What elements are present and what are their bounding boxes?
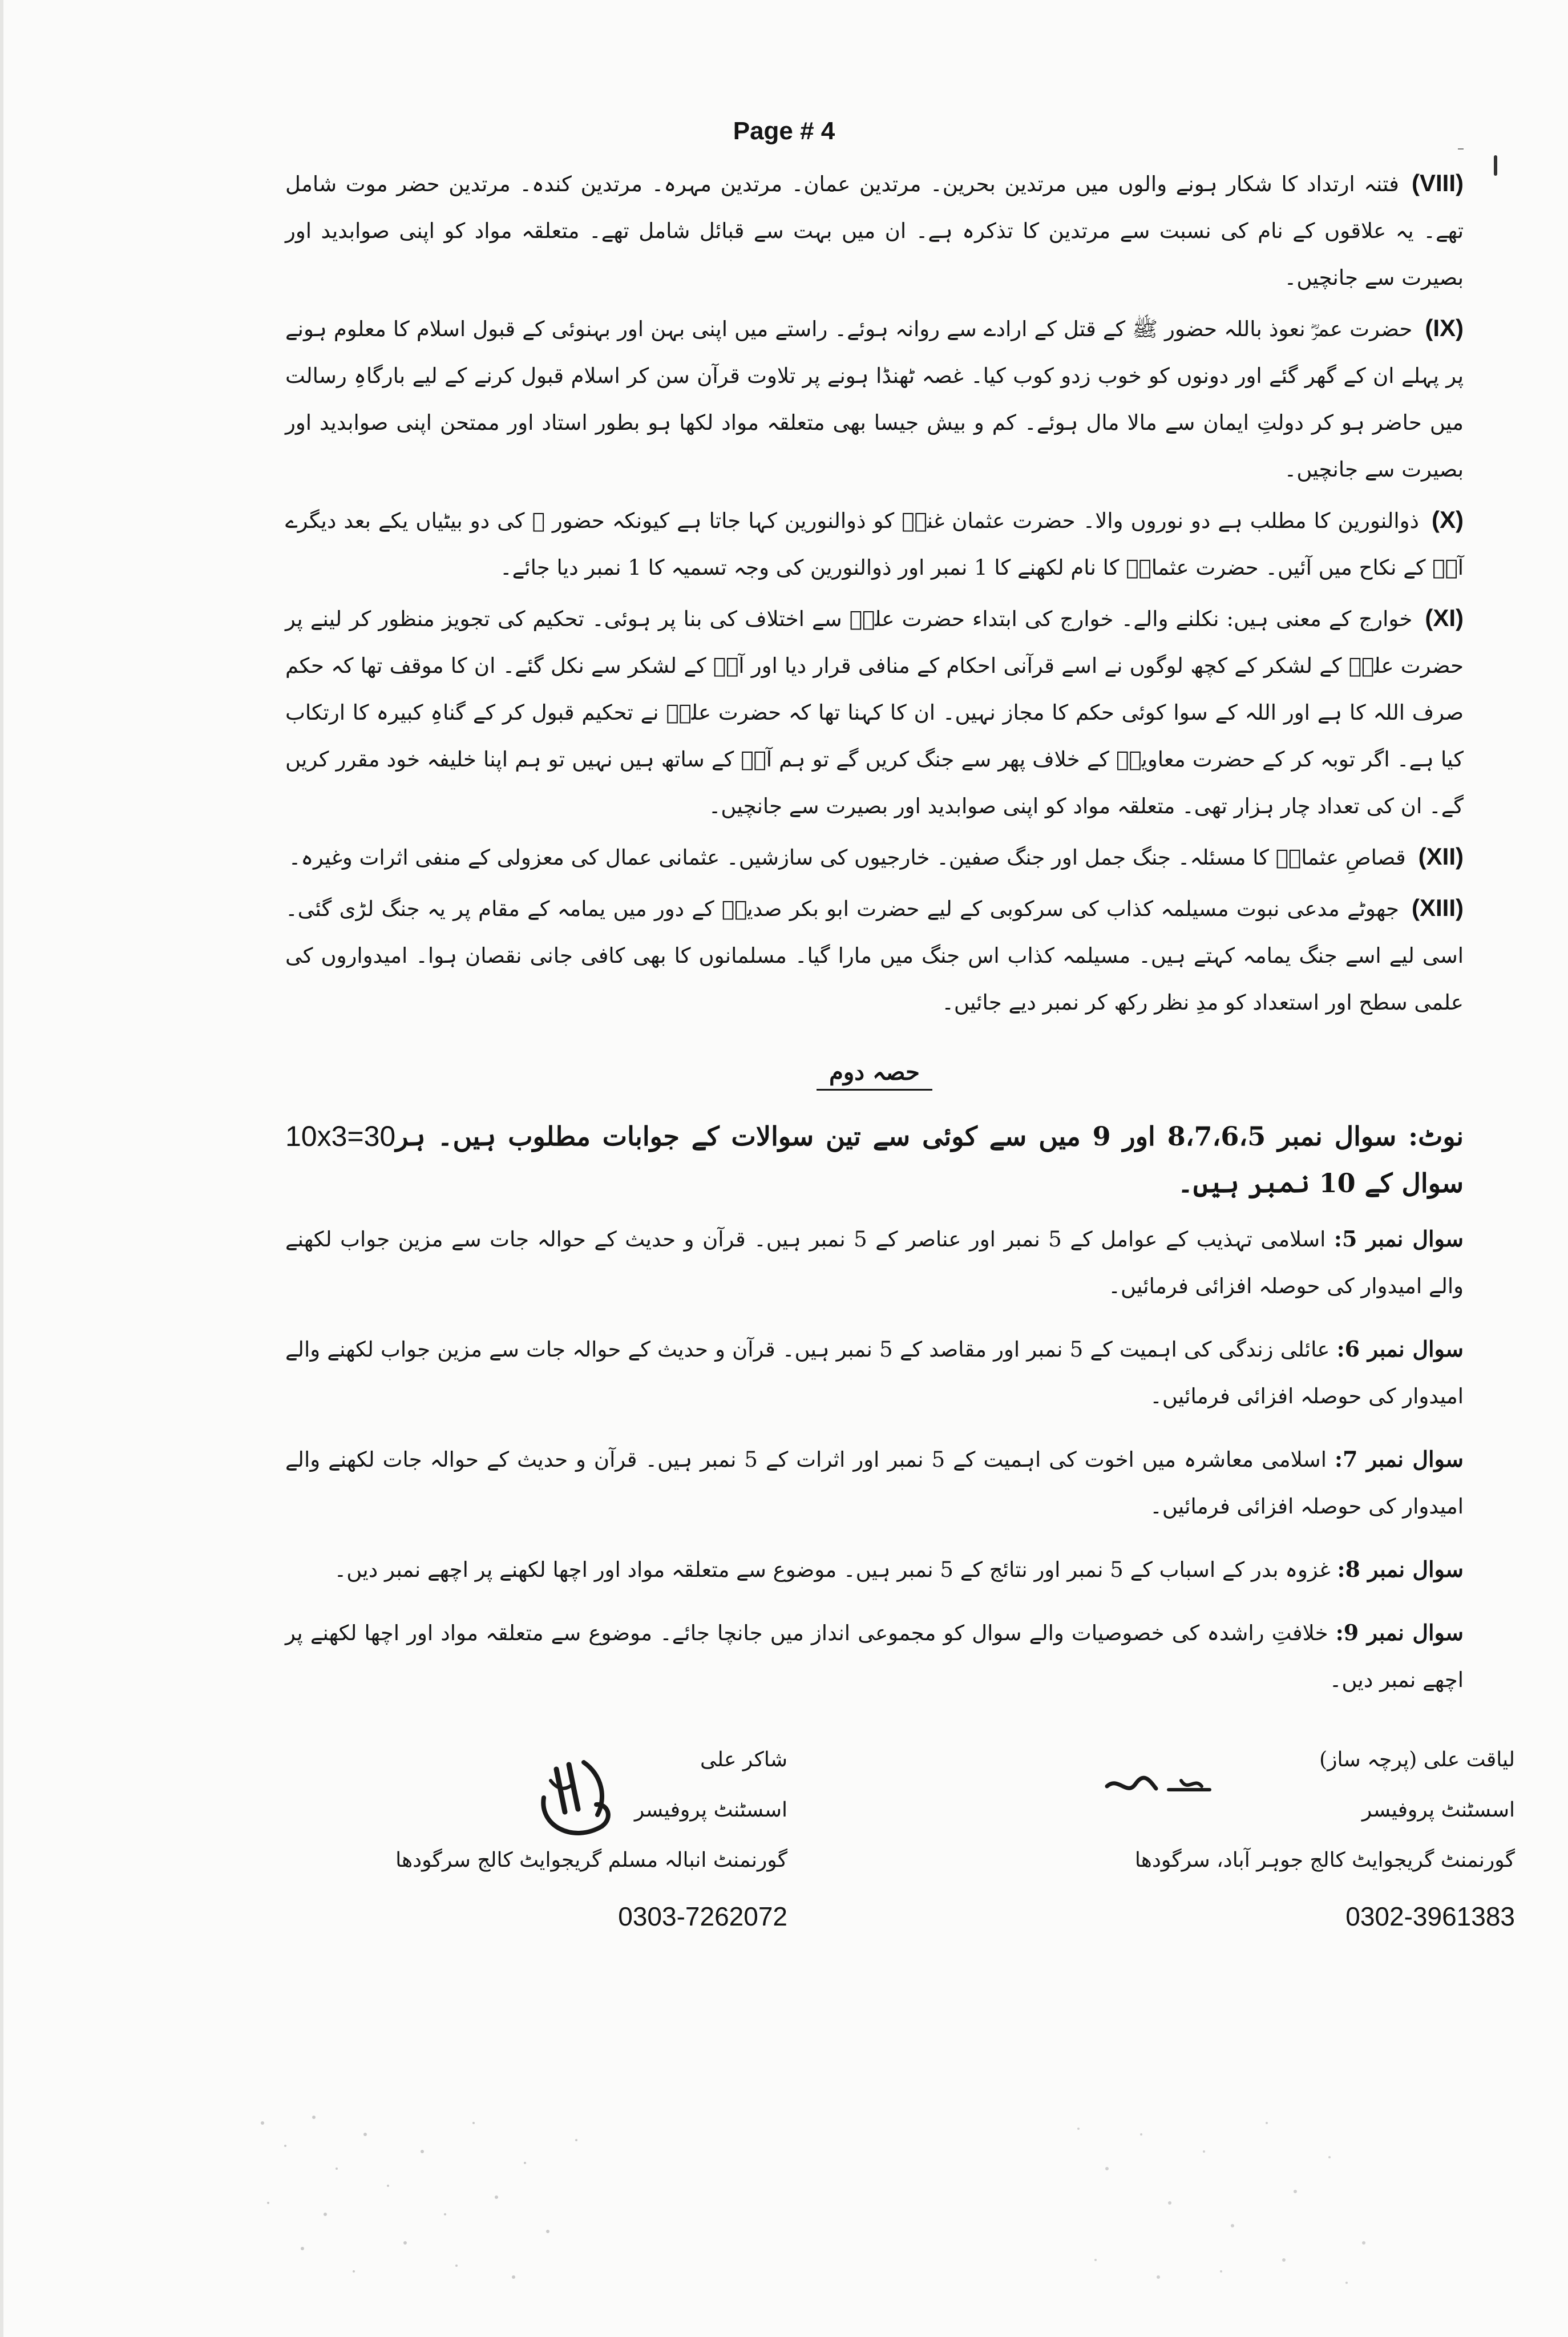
paragraph-text: قصاصِ عثمانؓ کا مسئلہ۔ جنگ جمل اور جنگ صفین۔ خارجیوں کی سازشیں۔ عثمانی عمال کی معزولی کے منفی اثرات وغیرہ۔ [288,845,1406,870]
question-label: سوال نمبر 5: [1333,1226,1464,1252]
scan-noise-left [251,2100,605,2288]
question-item [285,1609,1464,1704]
paragraph-number: (VIII) [1412,169,1464,196]
section-two-title: حصہ دوم [817,1059,932,1091]
section-heading [285,1049,1464,1096]
answer-paragraph-xi [285,595,1464,830]
question-text: اسلامی تہذیب کے عوامل کے 5 نمبر اور عناصر کے 5 نمبر ہیں۔ قرآن و حدیث کے حوالہ جات سے مزین جواب لکھنے والے امیدوار کی حوصلہ افزائی فرمائیں۔ [285,1227,1464,1298]
margin-mark [1458,148,1464,150]
paragraph-number: (X) [1432,506,1464,533]
signatory-title: اسسٹنٹ پروفیسر [634,1798,787,1822]
question-label: سوال نمبر 7: [1334,1446,1464,1472]
question-label: سوال نمبر 8: [1337,1556,1464,1582]
handwritten-signature-left [534,1758,619,1843]
question-item [285,1326,1464,1420]
paragraph-text: جھوٹے مدعی نبوت مسیلمہ کذاب کی سرکوبی کے لیے حضرت ابو بکر صدیقؓ کے دور میں یمامہ کے مقام پر یہ جنگ لڑی گئی۔ اسی لیے اسے جنگ یمامہ کہتے ہیں۔ مسیلمہ کذاب اس جنگ میں مارا گیا۔ مسلمانوں کا بھی کافی جانی نقصان ہوا۔ امیدواروں کی علمی سطح اور استعداد کو مدِ نظر رکھ کر نمبر دیے جائیں۔ [285,897,1464,1015]
paragraph-text: فتنہ ارتداد کا شکار ہونے والوں میں مرتدین بحرین۔ مرتدین عمان۔ مرتدین مہرہ۔ مرتدین کندہ۔ مرتدین حضر موت شامل تھے۔ یہ علاقوں کے نام کی نسبت سے مرتدین کا تذکرہ ہے۔ ان میں بہت سے قبائل شامل تھے۔ متعلقہ مواد کو اپنی صوابدید اور بصیرت سے جانچیں۔ [285,172,1464,290]
signatory-phone: 0302-3961383 [1345,1902,1515,1931]
signatory-institution: گورنمنٹ گریجوایٹ کالج جوہر آباد، سرگودھا [1134,1848,1515,1872]
paragraph-number: (XI) [1425,604,1464,631]
answer-paragraph-viii [285,160,1464,301]
answer-paragraph-x [285,497,1464,591]
paragraph-text: حضرت عمرؓ نعوذ باللہ حضور ﷺ کے قتل کے ارادے سے روانہ ہوئے۔ راستے میں اپنی بہن اور بہنوئی کے قبول اسلام کا معلوم ہونے پر پہلے ان کے گھر گئے اور دونوں کو خوب زدو کوب کیا۔ غصہ ٹھنڈا ہونے پر تلاوت قرآن سن کر اسلام قبول کرنے کے لیے بارگاہِ رسالت میں حاضر ہو کر دولتِ ایمان سے مالا مال ہوئے۔ کم و بیش جیسا بھی متعلقہ مواد لکھا ہو بطور استاد اور ممتحن اپنی صوابدید اور بصیرت سے جانچیں۔ [285,317,1464,482]
signatory-name: شاکر علی [700,1748,787,1771]
question-text: اسلامی معاشرہ میں اخوت کی اہمیت کے 5 نمبر اور اثرات کے 5 نمبر ہیں۔ قرآن و حدیث کے حوالہ جات لکھنے والے امیدوار کی حوصلہ افزائی فرمائیں۔ [285,1447,1464,1519]
paragraph-text: خوارج کے معنی ہیں: نکلنے والے۔ خوارج کی ابتداء حضرت علیؓ سے اختلاف کی بنا پر ہوئی۔ تحکیم کی تجویز منظور کر لینے پر حضرت علیؓ کے لشکر کے کچھ لوگوں نے اسے قرآنی احکام کے منافی قرار دیا اور آپؓ کے لشکر سے نکل گئے۔ ان کا موقف تھا کہ حکم صرف اللہ کا ہے اور اللہ کے سوا کوئی حکم کا مجاز نہیں۔ ان کا کہنا تھا کہ حضرت علیؓ نے تحکیم قبول کر کے گناہِ کبیرہ کا ارتکاب کیا ہے۔ اگر توبہ کر کے حضرت معاویہؓ کے خلاف پھر سے جنگ کریں گے تو ہم آپؓ کے ساتھ ہیں نہیں تو ہم اپنا خلیفہ خود مقرر کریں گے۔ ان کی تعداد چار ہزار تھی۔ متعلقہ مواد کو اپنی صوابدید اور بصیرت سے جانچیں۔ [285,607,1464,818]
signatory-phone: 0303-7262072 [618,1902,787,1931]
answer-paragraph-ix [285,305,1464,493]
margin-tick [1494,155,1497,176]
signatory-title: اسسٹنٹ پروفیسر [1361,1798,1515,1822]
answer-paragraph-xiii [285,885,1464,1026]
scan-edge [0,0,3,2337]
question-text: عائلی زندگی کی اہمیت کے 5 نمبر اور مقاصد کے 5 نمبر ہیں۔ قرآن و حدیث کے حوالہ جات سے مزین جواب لکھنے والے امیدوار کی حوصلہ افزائی فرمائیں۔ [285,1337,1464,1408]
note-text: نوٹ: سوال نمبر 8،7،6،5 اور 9 میں سے کوئی سے تین سوالات کے جوابات مطلوب ہیں۔ ہر سوال کے 10 نمبر ہیں۔ [395,1121,1464,1198]
signatory-institution: گورنمنٹ انبالہ مسلم گریجوایٹ کالج سرگودھا [395,1848,787,1872]
paragraph-number: (IX) [1425,314,1464,341]
question-item [285,1546,1464,1593]
paragraph-number: (XIII) [1412,894,1464,921]
instructions-note [285,1113,1464,1206]
question-label: سوال نمبر 6: [1336,1336,1464,1362]
page-title: Page # 4 [733,117,835,145]
question-text: غزوہ بدر کے اسباب کے 5 نمبر اور نتائج کے 5 نمبر ہیں۔ موضوع سے متعلقہ مواد اور اچھا لکھنے پر اچھے نمبر دیں۔ [334,1557,1331,1582]
paragraph-number: (XII) [1418,843,1464,870]
answer-paragraph-xii [285,833,1464,881]
handwritten-signature-right [1101,1769,1215,1809]
signatory-name: لیاقت علی (پرچہ ساز) [1319,1748,1515,1771]
scan-noise-right [1061,2100,1392,2288]
document-body [285,160,1464,1720]
signature-block-paper-setter [1081,1735,1515,1944]
question-item [285,1216,1464,1310]
total-marks: 10x3=30 [285,1120,396,1152]
question-label: سوال نمبر 9: [1335,1620,1464,1645]
paragraph-text: ذوالنورین کا مطلب ہے دو نوروں والا۔ حضرت عثمان غنیؓ کو ذوالنورین کہا جاتا ہے کیونکہ حضور ﷺ کی دو بیٹیاں یکے بعد دیگرے آپؓ کے نکاح میں آئیں۔ حضرت عثمانؓ کا نام لکھنے کا 1 نمبر اور ذوالنورین کی وجہ تسمیہ کا 1 نمبر دیا جائے۔ [285,508,1464,580]
question-item [285,1436,1464,1530]
question-text: خلافتِ راشدہ کی خصوصیات والے سوال کو مجموعی انداز میں جانچا جائے۔ موضوع سے متعلقہ مواد اور اچھا لکھنے پر اچھے نمبر دیں۔ [285,1621,1464,1692]
